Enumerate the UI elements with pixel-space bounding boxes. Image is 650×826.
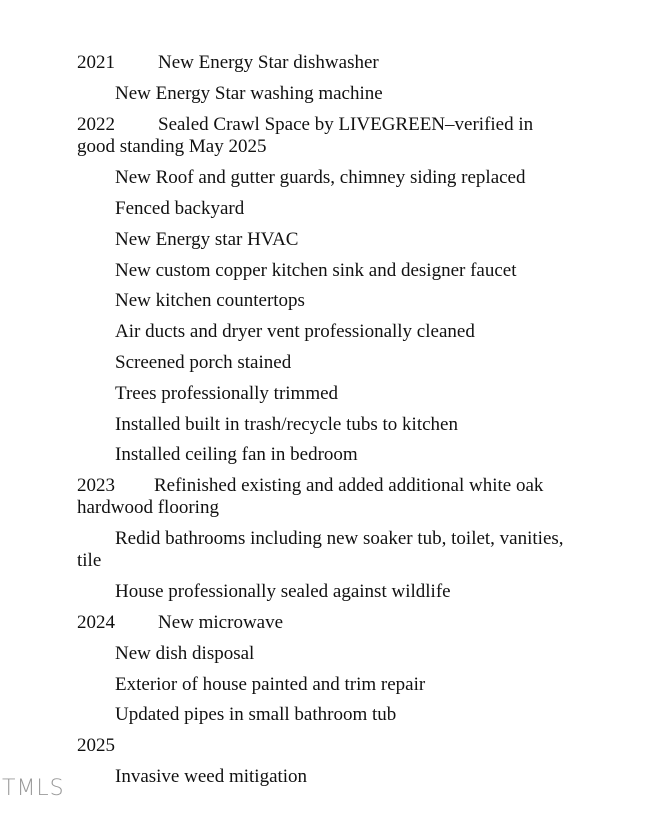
entry-text-continuation: tile [77,550,102,571]
entry-text: Sealed Crawl Space by LIVEGREEN–verified in [158,114,534,135]
entry-text: Invasive weed mitigation [115,766,308,787]
entry-text: New Roof and gutter guards, chimney siding replaced [115,167,526,188]
entry-text: Installed ceiling fan in bedroom [115,444,358,465]
entry-text: House professionally sealed against wildlife [115,581,451,602]
year-label: 2025 [77,735,115,756]
entry-text-continuation: hardwood flooring [77,497,219,518]
entry-text: New kitchen countertops [115,290,305,311]
entry-text: Installed built in trash/recycle tubs to kitchen [115,414,458,435]
entry-text: New Energy Star washing machine [115,83,383,104]
entry-text: New microwave [158,612,284,633]
year-label: 2023 [77,475,115,496]
entry-text: Updated pipes in small bathroom tub [115,704,397,725]
entry-text: Exterior of house painted and trim repair [115,674,426,695]
year-label: 2021 [77,52,115,73]
entry-text: Air ducts and dryer vent professionally cleaned [115,321,475,342]
entry-text: New dish disposal [115,643,255,664]
entry-text: New Energy star HVAC [115,229,299,250]
entry-text-continuation: good standing May 2025 [77,136,267,157]
entry-text: Trees professionally trimmed [115,383,339,404]
year-label: 2022 [77,114,115,135]
entry-text: New custom copper kitchen sink and designer faucet [115,260,517,281]
year-label: 2024 [77,612,115,633]
entry-text: Screened porch stained [115,352,292,373]
entry-text: New Energy Star dishwasher [158,52,379,73]
entry-text: Fenced backyard [115,198,245,219]
mls-watermark: TMLS [2,776,65,801]
entry-text: Refinished existing and added additional white oak [154,475,544,496]
entry-text: Redid bathrooms including new soaker tub, toilet, vanities, [115,528,564,549]
